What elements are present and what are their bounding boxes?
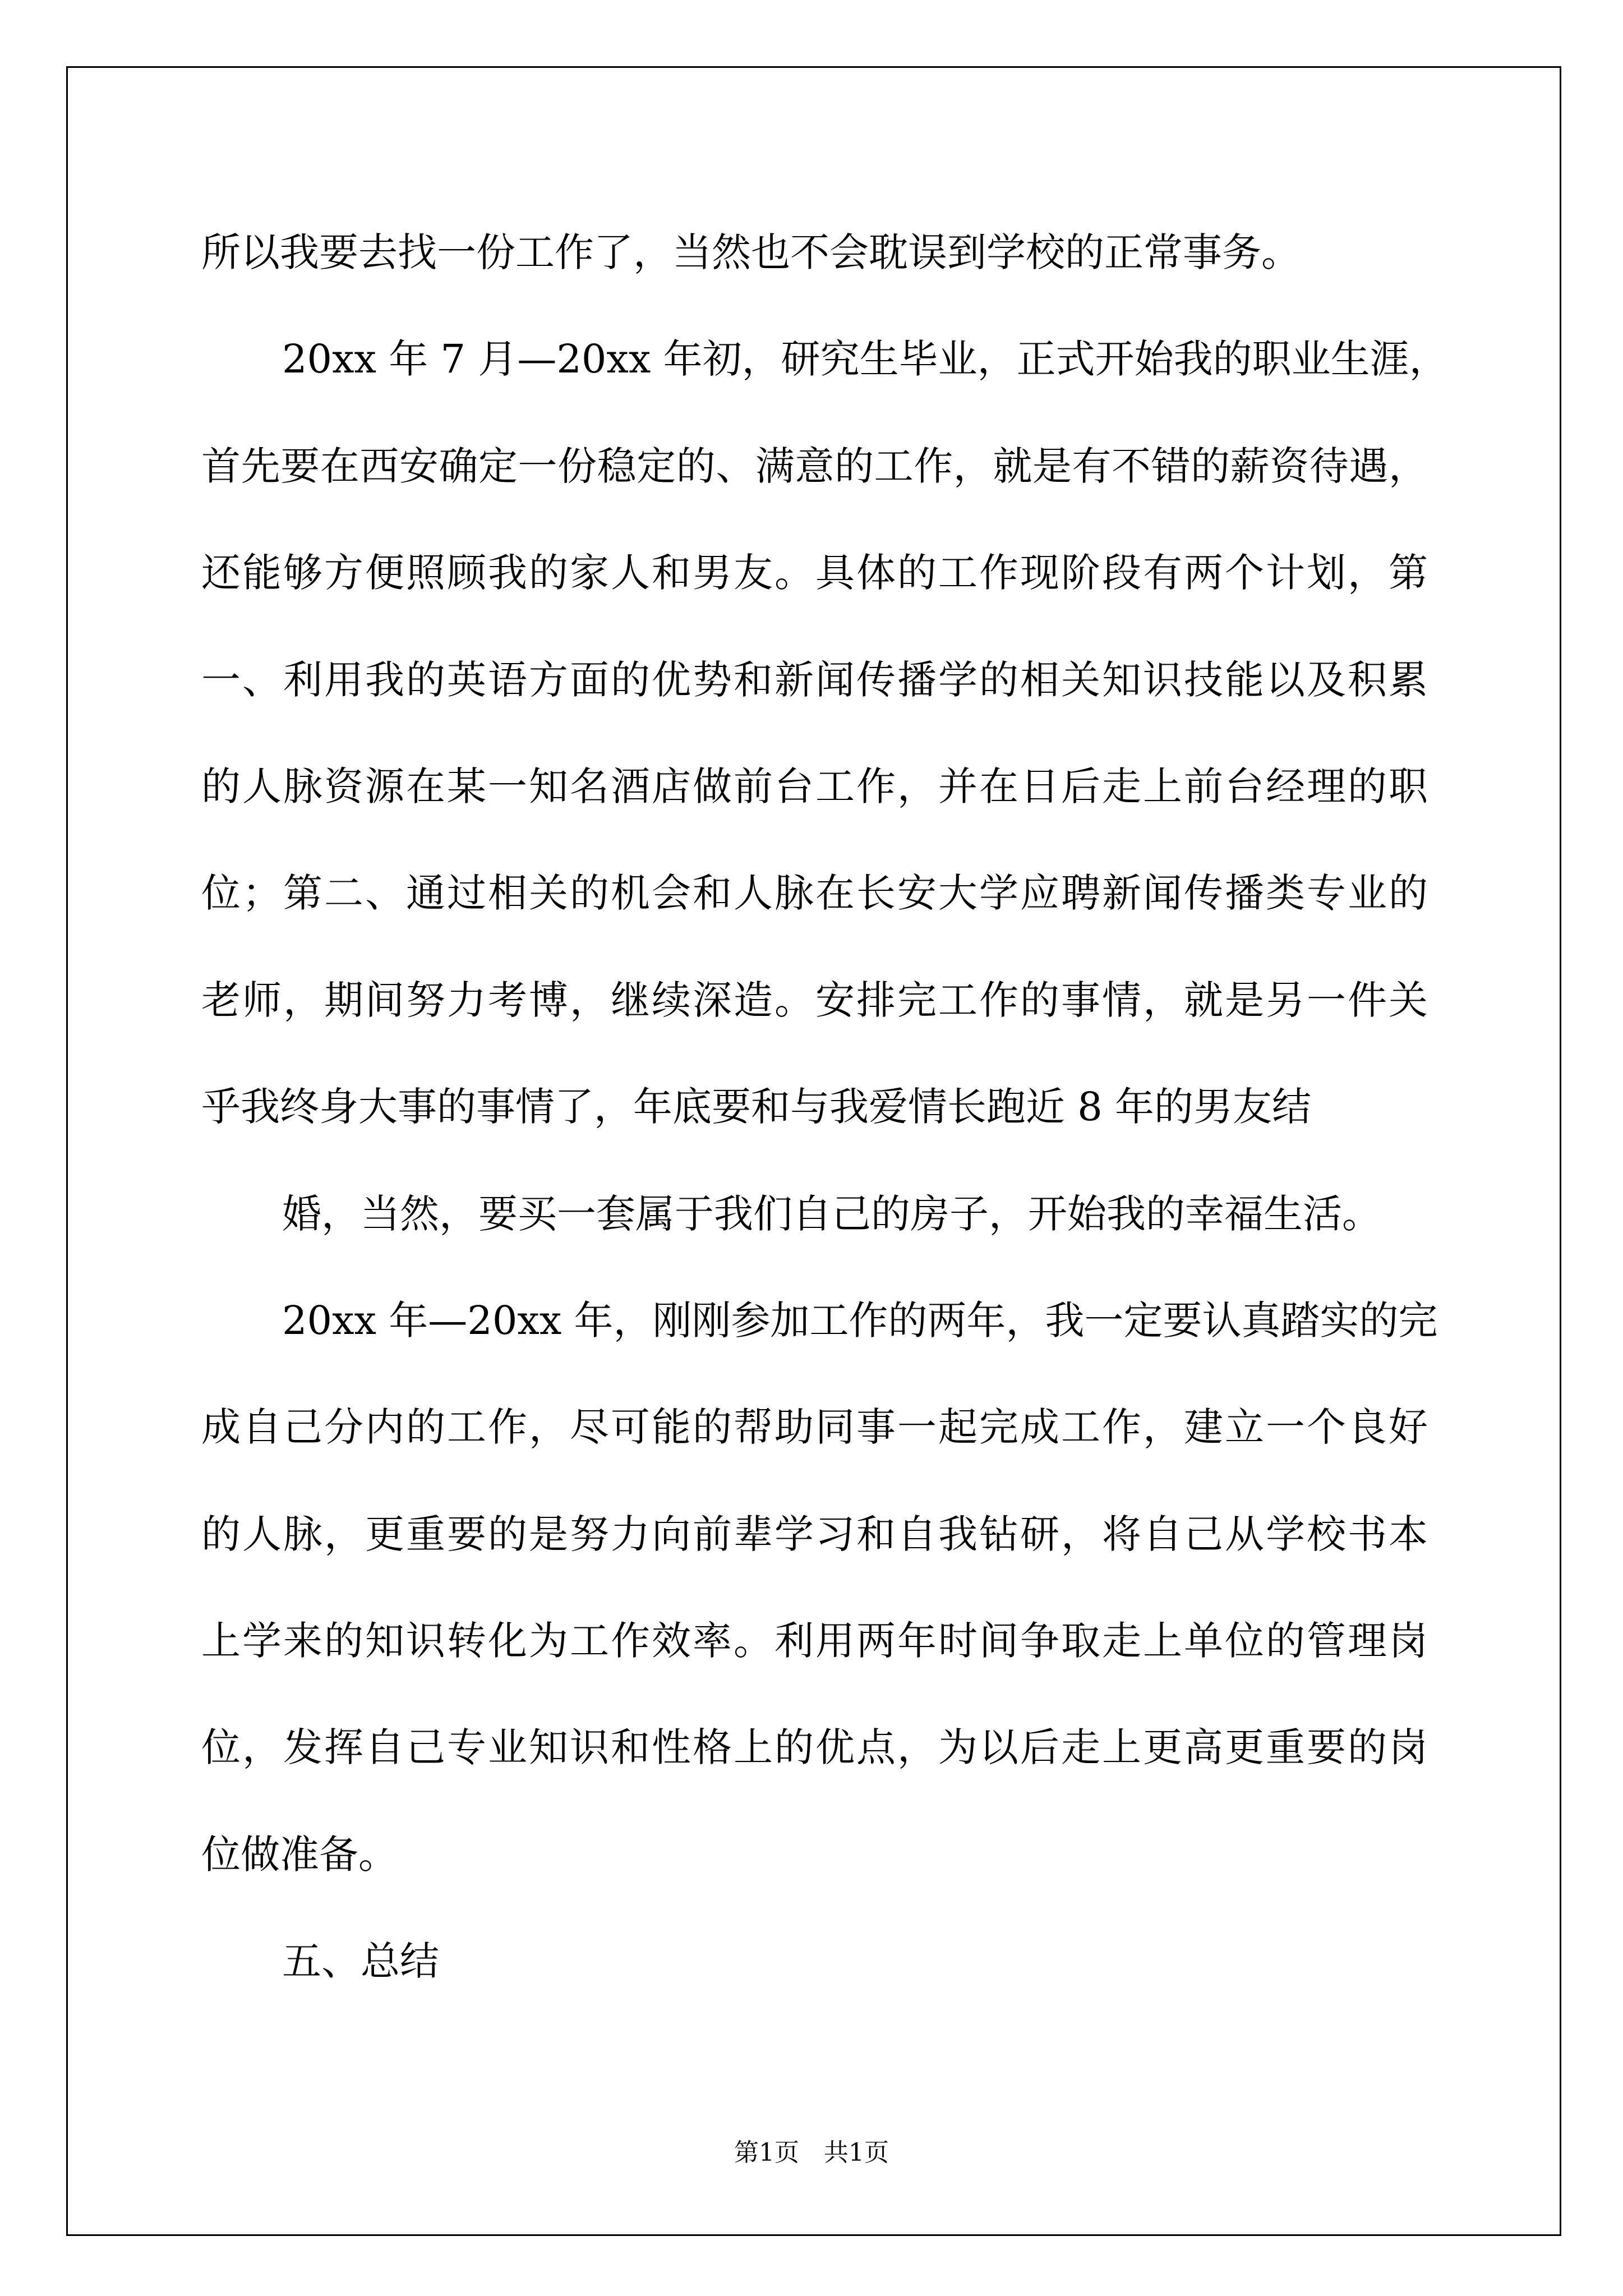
section-heading [201, 1908, 1428, 2014]
text-line: 的人脉，更重要的是努力向前辈学习和自我钻研，将自己从学校书本 [201, 1511, 1428, 1557]
paragraph-career-start [201, 306, 1449, 1160]
text-line: 乎我终身大事的事情了，年底要和与我爱情长跑近 8 年的男友结 [201, 1084, 1312, 1130]
text-line: 位，发挥自己专业知识和性格上的优点，为以后走上更高更重要的岗 [201, 1724, 1428, 1771]
paragraph-marriage [201, 1161, 1428, 1267]
section-heading-text: 五、总结 [282, 1938, 439, 1985]
text-line: 20xx 年—20xx 年，刚刚参加工作的两年，我一定要认真踏实的完 [282, 1297, 1438, 1343]
paragraph-continuation [201, 199, 1428, 306]
paragraph-first-two-years [201, 1267, 1438, 1908]
text-line: 上学来的知识转化为工作效率。利用两年时间争取走上单位的管理岗 [201, 1618, 1428, 1664]
text-line: 20xx 年 7 月—20xx 年初，研究生毕业，正式开始我的职业生涯， [282, 336, 1449, 383]
text-line: 所以我要去找一份工作了，当然也不会耽误到学校的正常事务。 [201, 229, 1301, 275]
text-line: 的人脉资源在某一知名酒店做前台工作，并在日后走上前台经理的职 [201, 763, 1428, 809]
text-line: 老师，期间努力考博，继续深造。安排完工作的事情，就是另一件关 [201, 977, 1428, 1023]
text-line: 位做准备。 [201, 1831, 398, 1878]
text-line: 还能够方便照顾我的家人和男友。具体的工作现阶段有两个计划，第 [201, 550, 1428, 596]
text-line: 成自己分内的工作，尽可能的帮助同事一起完成工作，建立一个良好 [201, 1404, 1428, 1451]
text-line: 婚，当然，要买一套属于我们自己的房子，开始我的幸福生活。 [282, 1190, 1381, 1237]
text-line: 一、利用我的英语方面的优势和新闻传播学的相关知识技能以及积累 [201, 656, 1428, 703]
document-body [201, 199, 1449, 2015]
text-line: 首先要在西安确定一份稳定的、满意的工作，就是有不错的薪资待遇， [201, 443, 1428, 489]
text-line: 位；第二、通过相关的机会和人脉在长安大学应聘新闻传播类专业的 [201, 870, 1428, 917]
page-number-footer: 第1页 共1页 [734, 2138, 889, 2167]
